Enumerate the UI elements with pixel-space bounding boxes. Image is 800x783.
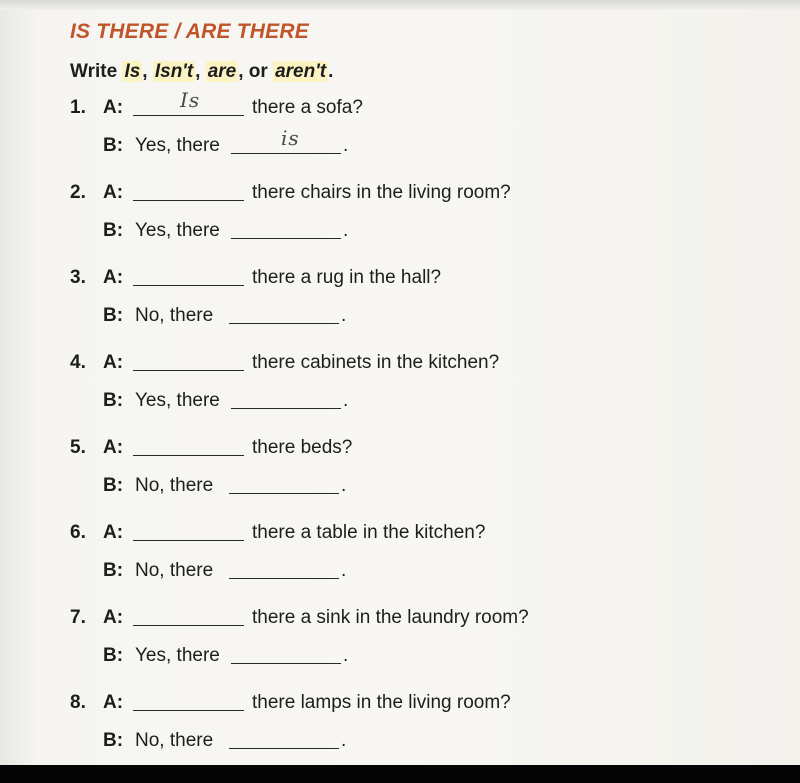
question-text: there beds? bbox=[252, 437, 353, 458]
answer-blank-a[interactable] bbox=[133, 285, 244, 286]
speaker-b-label: B: bbox=[103, 305, 124, 326]
speaker-a-label: A: bbox=[103, 97, 124, 118]
word-isnt: Isn't bbox=[154, 61, 194, 82]
word-are: are bbox=[207, 61, 237, 82]
speaker-a-label: A: bbox=[103, 522, 124, 543]
speaker-a-label: A: bbox=[103, 267, 124, 288]
instruction-suffix: . bbox=[328, 61, 334, 82]
item-number: 4. bbox=[70, 352, 86, 373]
question-text: there a rug in the hall? bbox=[252, 267, 442, 288]
answer-text: Yes, there bbox=[135, 135, 220, 156]
instruction-sep: , bbox=[195, 61, 206, 82]
answer-blank-a[interactable] bbox=[133, 370, 244, 371]
sentence-period: . bbox=[343, 645, 349, 666]
instruction-sep: , bbox=[142, 61, 153, 82]
speaker-b-label: B: bbox=[103, 560, 124, 581]
speaker-b-label: B: bbox=[103, 220, 124, 241]
instruction-sep: , or bbox=[238, 61, 274, 82]
speaker-b-label: B: bbox=[103, 390, 124, 411]
answer-text: Yes, there bbox=[135, 390, 220, 411]
item-number: 7. bbox=[70, 607, 86, 628]
item-number: 1. bbox=[70, 97, 86, 118]
handwritten-answer-a: Is bbox=[180, 88, 201, 112]
answer-blank-b[interactable] bbox=[229, 578, 339, 579]
word-is: Is bbox=[124, 61, 141, 82]
instruction-prefix: Write bbox=[70, 61, 123, 82]
bottom-bar bbox=[0, 765, 800, 783]
sentence-period: . bbox=[341, 305, 347, 326]
question-text: there a sink in the laundry room? bbox=[252, 607, 529, 628]
instruction-text bbox=[70, 61, 333, 83]
answer-text: No, there bbox=[135, 475, 214, 496]
speaker-a-label: A: bbox=[103, 352, 124, 373]
sentence-period: . bbox=[343, 220, 349, 241]
item-number: 5. bbox=[70, 437, 86, 458]
answer-blank-b[interactable] bbox=[229, 748, 339, 749]
answer-blank-a[interactable] bbox=[133, 200, 244, 201]
sentence-period: . bbox=[341, 560, 347, 581]
sentence-period: . bbox=[341, 475, 347, 496]
word-arent: aren't bbox=[275, 61, 327, 82]
top-edge bbox=[0, 0, 800, 10]
speaker-b-label: B: bbox=[103, 475, 124, 496]
answer-text: No, there bbox=[135, 560, 214, 581]
speaker-a-label: A: bbox=[103, 437, 124, 458]
answer-text: Yes, there bbox=[135, 645, 220, 666]
answer-blank-b[interactable] bbox=[229, 323, 339, 324]
answer-blank-b[interactable] bbox=[231, 238, 341, 239]
question-text: there a sofa? bbox=[252, 97, 363, 118]
answer-blank-b[interactable] bbox=[229, 493, 339, 494]
item-number: 2. bbox=[70, 182, 86, 203]
speaker-b-label: B: bbox=[103, 730, 124, 751]
page-title: IS THERE / ARE THERE bbox=[70, 20, 309, 43]
answer-blank-a[interactable] bbox=[133, 710, 244, 711]
answer-text: No, there bbox=[135, 305, 214, 326]
question-text: there chairs in the living room? bbox=[252, 182, 511, 203]
sentence-period: . bbox=[343, 135, 349, 156]
item-number: 6. bbox=[70, 522, 86, 543]
speaker-b-label: B: bbox=[103, 135, 124, 156]
answer-blank-a[interactable] bbox=[133, 625, 244, 626]
answer-blank-a[interactable] bbox=[133, 540, 244, 541]
answer-blank-b[interactable] bbox=[231, 663, 341, 664]
speaker-b-label: B: bbox=[103, 645, 124, 666]
answer-text: Yes, there bbox=[135, 220, 220, 241]
answer-blank-b[interactable] bbox=[231, 153, 341, 154]
answer-blank-a[interactable] bbox=[133, 115, 244, 116]
question-text: there a table in the kitchen? bbox=[252, 522, 486, 543]
answer-blank-b[interactable] bbox=[231, 408, 341, 409]
sentence-period: . bbox=[343, 390, 349, 411]
speaker-a-label: A: bbox=[103, 692, 124, 713]
item-number: 8. bbox=[70, 692, 86, 713]
item-number: 3. bbox=[70, 267, 86, 288]
question-text: there cabinets in the kitchen? bbox=[252, 352, 500, 373]
speaker-a-label: A: bbox=[103, 182, 124, 203]
answer-blank-a[interactable] bbox=[133, 455, 244, 456]
answer-text: No, there bbox=[135, 730, 214, 751]
speaker-a-label: A: bbox=[103, 607, 124, 628]
handwritten-answer-b: is bbox=[281, 126, 300, 150]
question-text: there lamps in the living room? bbox=[252, 692, 511, 713]
sentence-period: . bbox=[341, 730, 347, 751]
